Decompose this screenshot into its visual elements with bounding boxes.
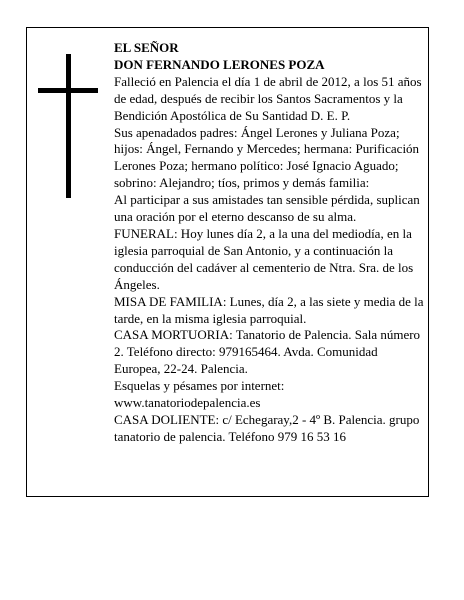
mourning-house-info: CASA DOLIENTE: c/ Echegaray,2 - 4º B. Palencia. grupo tanatorio de palencia. Teléfono 979 16 53 16 bbox=[114, 411, 420, 444]
heading-title: EL SEÑOR bbox=[114, 40, 179, 55]
death-announcement: Falleció en Palencia el día 1 de abril de 2012, a los 51 años de edad, después de recibir los Santos Sacramentos y la Bendición Apostólica de Su Santidad D. E. P. bbox=[114, 73, 422, 123]
family-list: Sus apenadados padres: Ángel Lerones y Juliana Poza; hijos: Ángel, Fernando y Mercedes; hermana: Purificación Lerones Poza; hermano político: José Ignacio Aguado; sobrino: Alejandro; tíos, primos y demás familia: bbox=[114, 124, 420, 191]
obituary-text bbox=[114, 40, 424, 446]
cross-icon bbox=[66, 54, 71, 198]
funeral-info: FUNERAL: Hoy lunes día 2, a la una del mediodía, en la iglesia parroquial de San Antonio, y a continuación la conducción del cadáver al cementerio de Ntra. Sra. de los Ángeles. bbox=[114, 225, 414, 292]
funeral-home-info: CASA MORTUORIA: Tanatorio de Palencia. Sala número 2. Teléfono directo: 979165464. Avda. Comunidad Europea, 22-24. Palencia. bbox=[114, 327, 421, 377]
deceased-name: DON FERNANDO LERONES POZA bbox=[114, 56, 325, 72]
cross-icon-crossbar bbox=[38, 88, 98, 93]
prayer-request: Al participar a sus amistades tan sensible pérdida, suplican una oración por el eterno descanso de su alma. bbox=[114, 192, 420, 225]
online-condolences: Esquelas y pésames por internet: www.tanatoriodepalencia.es bbox=[114, 378, 285, 411]
family-mass-info: MISA DE FAMILIA: Lunes, día 2, a las siete y media de la tarde, en la misma iglesia parroquial. bbox=[114, 293, 424, 326]
